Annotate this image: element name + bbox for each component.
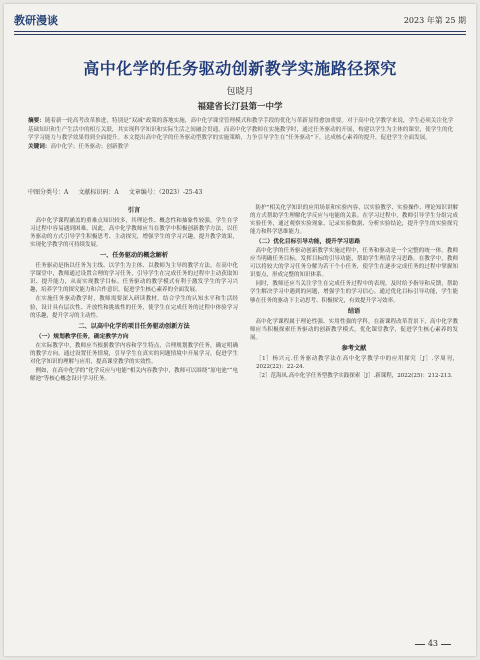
journal-page	[4, 4, 476, 656]
keywords-label: 关键词：	[28, 143, 51, 150]
abstract-block	[28, 117, 454, 151]
body-paragraph: 高中化学的任务驱动创新教学实施过程中，任务和驱动是一个完整的统一体。教师应当明确任务目标，发挥目标的引导功能，帮助学生理清学习思路。在教学中，教师可以将较大的学习任务分解为若干个小任务，使学生在逐步完成任务的过程中掌握知识要点，形成完整的知识体系。	[250, 248, 458, 279]
subsection-heading: （一）规划教学任务，确定教学方向	[35, 333, 129, 340]
body-paragraph: 高中化学课程属于理论性强、实用性强的学科，在新课程改革背景下，高中化学教师应当积极探索任务驱动的创新教学模式，优化课堂教学，促进学生核心素养的发展。	[250, 318, 458, 341]
issue-label: 2023 年第 25 期	[403, 16, 466, 25]
body-paragraph: 在实施任务驱动教学时，教师需要深入研读教材，结合学生的认知水平和生活经验，设计具有层次性、开放性和挑战性的任务，使学生在完成任务的过程中体验学习的乐趣，提升学习的主动性。	[30, 296, 238, 319]
article-author: 包晓月	[226, 87, 254, 97]
body-paragraph: 防护”相关化学知识的应用场景和实验内容，以实验教学、实验操作、理论知识讲解的方式帮助学生理解化学反应与电能的关系。在学习过程中，教师引导学生分组完成实验任务，通过观察实验现象、记录实验数据、分析实验结论，提升学生的实验探究能力和科学思维能力。	[250, 205, 458, 236]
reference-item: ［2］范海凤.高中化学任务型教学实践探索［J］.新课程，2022(25)：212-213.	[256, 372, 453, 379]
body-column-left	[30, 204, 238, 384]
article-title: 高中化学的任务驱动创新教学实施路径探究	[83, 59, 397, 78]
journal-column-title: 教研漫谈	[14, 14, 58, 27]
abstract-label: 摘要：	[28, 118, 45, 124]
clc-number: 中图分类号：A	[28, 189, 69, 196]
section-heading: 结语	[347, 307, 361, 315]
body-paragraph: 例如，在高中化学的“化学反应与电能”相关内容教学中，教师可以围绕“原电池”“电解池”等核心概念设计学习任务。	[30, 367, 238, 382]
section-heading: 引言	[127, 207, 141, 214]
article-number: 文章编号：（2023）-25-43	[128, 189, 203, 196]
body-paragraph: 同时，教师还应当关注学生在完成任务过程中的表现，及时给予指导和反馈，帮助学生解决学习中遇到的问题，增强学生的学习信心。通过优化目标引导功能，学生能够在任务的驱动下主动思考、积极探究，有效提升学习效率。	[250, 281, 458, 304]
body-column-right	[250, 204, 458, 381]
author-affiliation: 福建省长汀县第一中学	[197, 102, 283, 112]
abstract-text: 随着新一轮高考改革推进，特别是“双减”政策的落地实施，高中化学课堂管理模式和教学手段的优化与革新显得愈加重要。对于高中化学教学来说，学生必须关注化学基础知识和生产生活中的相互关联，其实现科学知识和实际生活之间融会贯通。而高中化学教师在实施教学时，通过任务驱动的开展，构建以学生为主体的课堂，使学生的化学学习能力与教学效果得到全面提升。本文提出高中化学的任务驱动型教学的实施策略，力争引导学生在“任务驱动”下，达成核心素养的提升，促进学生全面发展。	[28, 118, 454, 142]
classification-line	[28, 187, 454, 196]
section-heading: 参考文献	[341, 344, 367, 352]
header-rule-thin	[14, 34, 466, 35]
document-code: 文献标识码：A	[78, 189, 119, 196]
body-paragraph: 任务驱动是指以任务为主线、以学生为主体、以教师为主导的教学方法。在高中化学课堂中，教师通过设置合理的学习任务，引导学生在完成任务的过程中主动获取知识、提升能力，从而实现教学目标。任务驱动的教学模式有利于激发学生的学习兴趣，培养学生的探究能力和合作意识，促进学生核心素养的全面发展。	[30, 263, 238, 294]
body-paragraph: 高中化学课程涵盖的重难点知识较多，其理论性、概念性和抽象性较强，学生在学习过程中容易遇到困难。因此，高中化学教师应当在教学中积极创新教学方法，以任务驱动的方式引导学生积极思考、主动探究，增强学生的学习兴趣，提升教学效果，实现化学教学的可持续发展。	[30, 218, 238, 249]
reference-item: ［1］杨兴元.任务驱动教学法在高中化学教学中的应用探究［J］.学周刊，2022(22)：22-24.	[256, 355, 458, 370]
page-header	[14, 12, 466, 30]
header-rule	[14, 31, 466, 32]
section-heading: 二、以高中化学的项目任务驱动创新方法	[78, 322, 190, 330]
page-number: 43	[412, 639, 454, 648]
subsection-heading: （二）优化目标引导功能，提升学习思路	[255, 239, 361, 246]
keywords-text: 高中化学；任务驱动；创新教学	[50, 143, 129, 150]
section-heading: 一、任务驱动的概念解析	[99, 252, 169, 260]
body-paragraph: 在实际教学中，教师应当根据教学内容和学生特点，合理规划教学任务，确定明确的教学方向。通过设置任务情境，引导学生在真实的问题情境中开展学习，促进学生对化学知识的理解与应用，提高课堂教学的实效性。	[30, 342, 238, 365]
